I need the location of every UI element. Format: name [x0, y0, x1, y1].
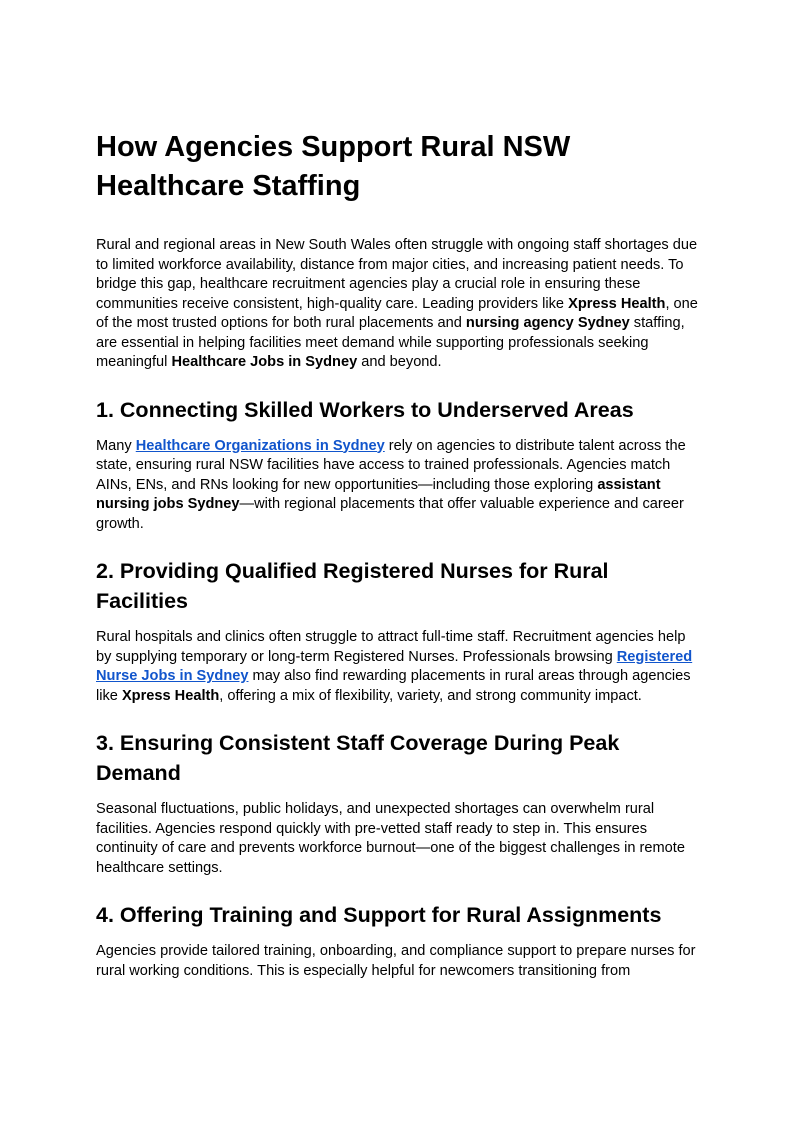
section-3-heading: 3. Ensuring Consistent Staff Coverage During Peak Demand: [96, 731, 620, 785]
section-2-text-2: may also find rewarding placements in rural areas through agencies like: [96, 668, 691, 704]
section-1-paragraph: [96, 437, 699, 535]
registered-nurse-jobs-link[interactable]: Registered Nurse Jobs in Sydney: [96, 648, 693, 684]
section-2-bold-1: Xpress Health: [121, 687, 220, 704]
intro-bold-1: Xpress Health: [568, 295, 666, 312]
section-1-text-3: —with regional placements that offer valuable experience and career growth.: [96, 496, 684, 532]
intro-bold-3: Healthcare Jobs in Sydney: [171, 354, 358, 370]
section-1-text-1: Many: [96, 437, 136, 454]
section-4-paragraph: Agencies provide tailored training, onboarding, and compliance support to prepare nurses for rural working conditions. This is especially helpful for newcomers transitioning from: [96, 943, 696, 979]
document-page: [96, 128, 699, 1003]
intro-bold-2: nursing agency Sydney: [465, 315, 630, 331]
section-2-heading: 2. Providing Qualified Registered Nurses for Rural Facilities: [96, 559, 609, 613]
healthcare-organizations-link[interactable]: Healthcare Organizations in Sydney: [135, 437, 385, 454]
intro-text-2: , one of the most trusted options for both rural placements and: [96, 295, 698, 331]
section-1-text-2: rely on agencies to distribute talent across the state, ensuring rural NSW facilities have access to trained professionals. Agencies match AINs, ENs, and RNs looking for new opportunities—including those exploring: [96, 437, 686, 493]
intro-text-3: staffing, are essential in helping facilities meet demand while supporting professionals seeking meaningful: [96, 315, 685, 370]
intro-text-4: and beyond.: [357, 354, 442, 370]
section-3-paragraph: Seasonal fluctuations, public holidays, and unexpected shortages can overwhelm rural facilities. Agencies respond quickly with pre-vetted staff ready to step in. This ensures continuity of care and prevents workforce burnout—one of the biggest challenges in remote healthcare settings.: [96, 801, 685, 876]
section-2-paragraph: [96, 628, 699, 706]
page-title: How Agencies Support Rural NSW Healthcare Staffing: [96, 131, 571, 202]
section-2-text-1: Rural hospitals and clinics often struggle to attract full-time staff. Recruitment agencies help by supplying temporary or long-term Registered Nurses. Professionals browsing: [96, 629, 686, 665]
intro-text-1: Rural and regional areas in New South Wales often struggle with ongoing staff shortages due to limited workforce availability, distance from major cities, and increasing patient needs. To bridge this gap, healthcare recruitment agencies play a crucial role in ensuring these communities receive consistent, high-quality care. Leading providers like: [96, 237, 698, 312]
section-4-heading: 4. Offering Training and Support for Rural Assignments: [96, 903, 662, 927]
section-1-bold-1: assistant nursing jobs Sydney: [96, 476, 661, 512]
section-1-heading: 1. Connecting Skilled Workers to Underserved Areas: [96, 397, 634, 422]
intro-paragraph: [96, 236, 699, 373]
section-2-text-3: , offering a mix of flexibility, variety, and strong community impact.: [219, 687, 642, 704]
